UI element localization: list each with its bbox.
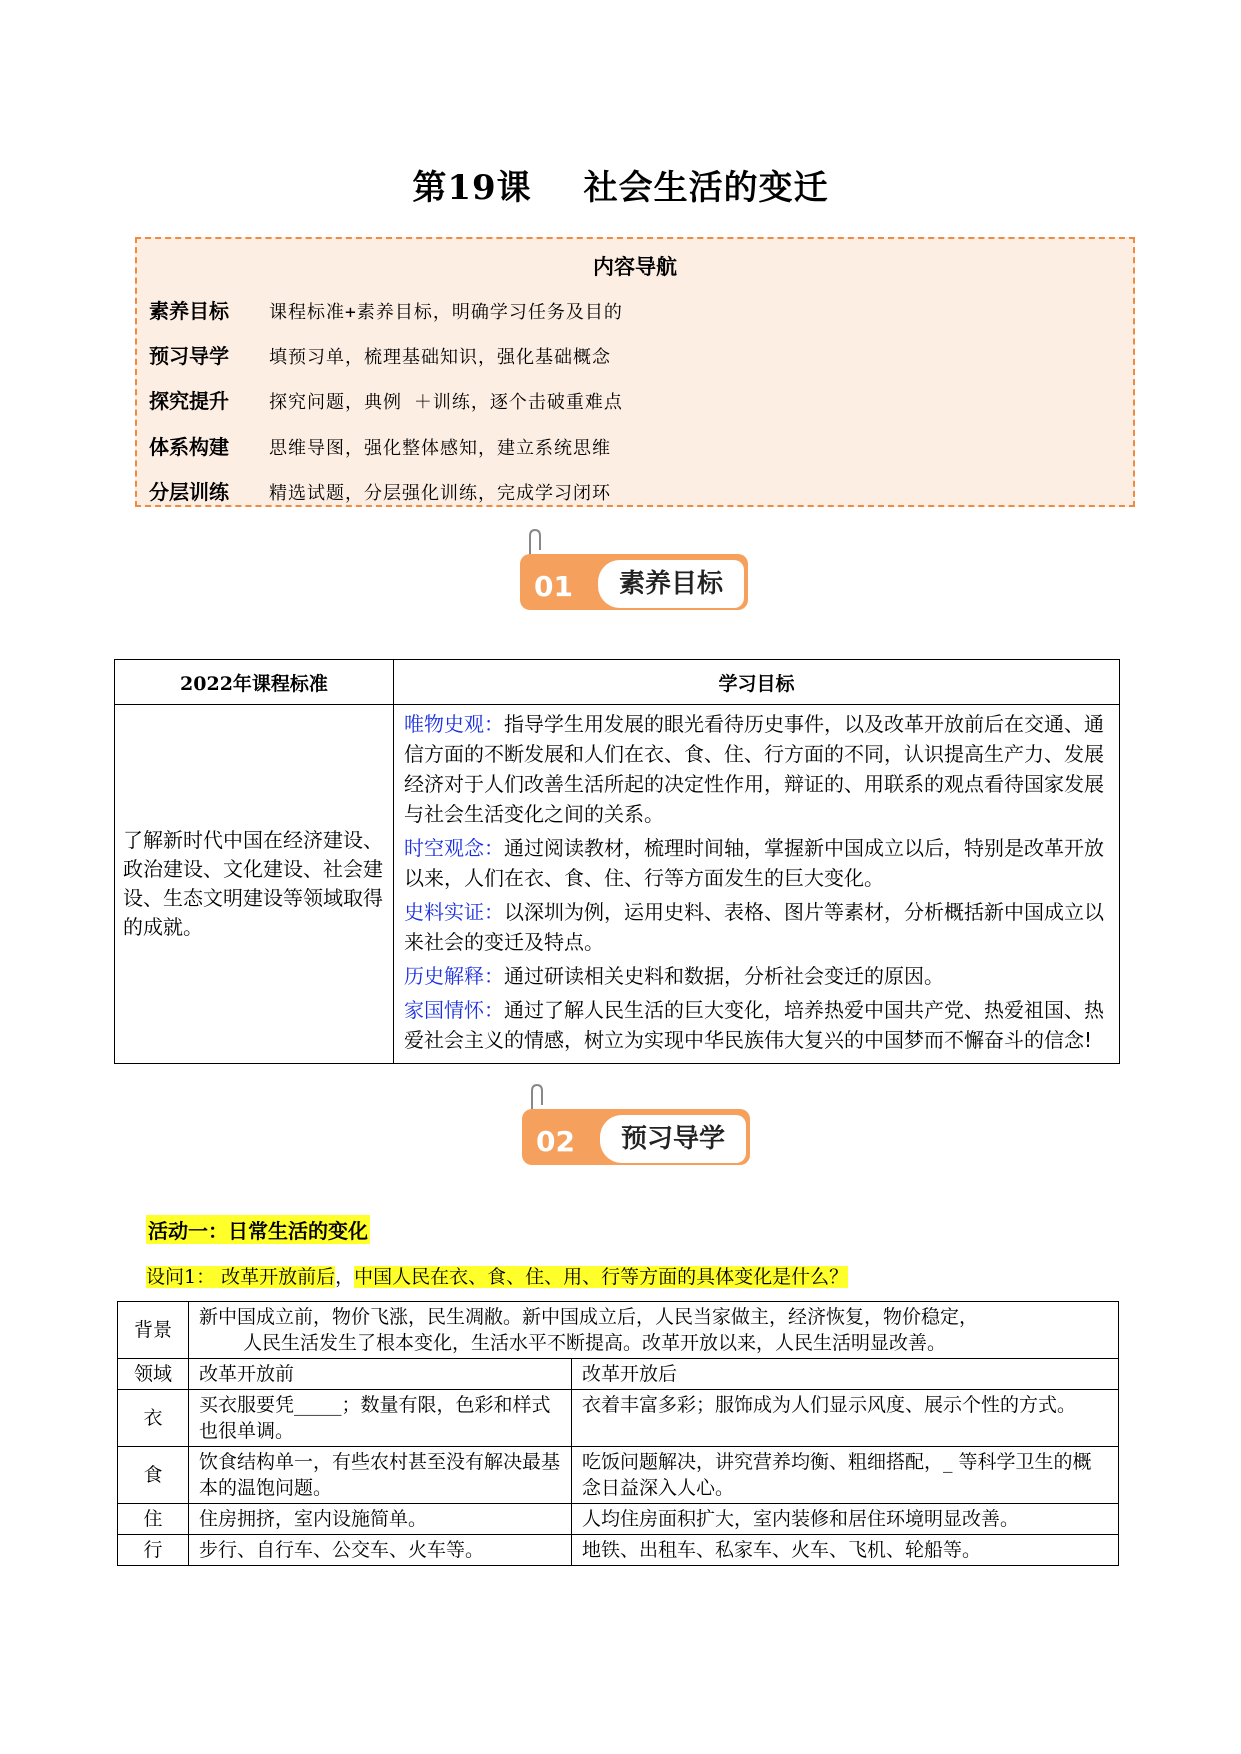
- nav-value: 探究问题，典例 ＋训练，逐个击破重难点: [269, 392, 623, 413]
- table-header-row: [118, 1359, 1119, 1390]
- objective-text: 通过研读相关史料和数据，分析社会变迁的原因。: [504, 964, 944, 988]
- nav-row: [149, 476, 611, 505]
- nav-value: 精选试题，分层强化训练，完成学习闭环: [269, 483, 611, 504]
- after-cell: 人均住房面积扩大，室内装修和居住环境明显改善。: [572, 1504, 1119, 1535]
- nav-key: 体系构建: [149, 435, 229, 459]
- badge-label: 素养目标: [598, 560, 744, 608]
- objective-text: 以深圳为例，运用史料、表格、图片等素材，分析概括新中国成立以来社会的变迁及特点。: [404, 900, 1104, 954]
- before-header: 改革开放前: [189, 1359, 572, 1390]
- badge-pill: [522, 1109, 750, 1165]
- nav-heading: 内容导航: [593, 255, 677, 279]
- objectives-table: [114, 659, 1120, 1064]
- nav-key: 探究提升: [149, 389, 229, 413]
- section-badge-01: [520, 540, 750, 610]
- before-cell: 步行、自行车、公交车、火车等。: [189, 1535, 572, 1566]
- nav-key: 素养目标: [149, 299, 229, 323]
- nav-key: 分层训练: [149, 480, 229, 504]
- table-row: [118, 1504, 1119, 1535]
- objective-text: 指导学生用发展的眼光看待历史事件，以及改革开放前后在交通、通信方面的不断发展和人们在衣、食、住、行方面的不同，认识提高生产力、发展经济对于人们改善生活所起的决定性作用，辩证的、用联系的观点看待国家发展与社会生活变化之间的关系。: [404, 712, 1104, 826]
- before-cell: 饮食结构单一，有些农村甚至没有解决最基本的温饱问题。: [189, 1447, 572, 1504]
- objective-item: [404, 833, 1109, 893]
- nav-row: [149, 295, 623, 324]
- background-line: 人民生活发生了根本变化，生活水平不断提高。改革开放以来，人民生活明显改善。: [243, 1332, 947, 1354]
- background-text: [189, 1302, 1119, 1359]
- before-cell: 住房拥挤，室内设施简单。: [189, 1504, 572, 1535]
- table-row: [115, 705, 1120, 1064]
- table-row: [118, 1535, 1119, 1566]
- badge-number: 02: [536, 1125, 575, 1158]
- table-row: [118, 1302, 1119, 1359]
- nav-row: [149, 340, 611, 369]
- objective-item: [404, 961, 1109, 991]
- page-title: [0, 160, 1241, 209]
- after-header: 改革开放后: [572, 1359, 1119, 1390]
- nav-value: 填预习单，梳理基础知识，强化基础概念: [269, 347, 611, 368]
- content-navigation-box: [135, 237, 1135, 507]
- table-header: 学习目标: [394, 660, 1120, 705]
- objective-text: 通过阅读教材，梳理时间轴，掌握新中国成立以后，特别是改革开放以来，人们在衣、食、住、行等方面发生的巨大变化。: [404, 836, 1104, 890]
- daily-life-table: [117, 1301, 1119, 1566]
- activity-title: 活动一：日常生活的变化: [146, 1215, 370, 1244]
- after-cell: 地铁、出租车、私家车、火车、飞机、轮船等。: [572, 1535, 1119, 1566]
- nav-value: 课程标准+素养目标，明确学习任务及目的: [269, 302, 623, 323]
- after-cell: 衣着丰富多彩；服饰成为人们显示风度、展示个性的方式。: [572, 1390, 1119, 1447]
- table-header-row: [115, 660, 1120, 705]
- field-cell: 住: [118, 1504, 189, 1535]
- lesson-number: 第19课: [412, 168, 532, 208]
- background-label: 背景: [118, 1302, 189, 1359]
- objective-item: [404, 995, 1109, 1055]
- table-row: [118, 1447, 1119, 1504]
- field-cell: 食: [118, 1447, 189, 1504]
- question-part: 中国人民在衣、食、住、用、行等方面的具体变化是什么？: [354, 1266, 849, 1288]
- badge-number: 01: [534, 570, 573, 603]
- nav-row: [149, 385, 623, 414]
- lesson-name: 社会生活的变迁: [583, 168, 829, 208]
- curriculum-standard: 了解新时代中国在经济建设、政治建设、文化建设、社会建设、生态文明建设等领域取得的成就。: [115, 705, 394, 1064]
- before-cell: 买衣服要凭_____；数量有限，色彩和样式也很单调。: [189, 1390, 572, 1447]
- field-header: 领域: [118, 1359, 189, 1390]
- background-line: 新中国成立前，物价飞涨，民生凋敝。新中国成立后，人民当家做主，经济恢复，物价稳定，: [199, 1306, 979, 1328]
- objective-tag: 历史解释：: [404, 964, 504, 988]
- objective-text: 通过了解人民生活的巨大变化，培养热爱中国共产党、热爱祖国、热爱社会主义的情感，树立为实现中华民族伟大复兴的中国梦而不懈奋斗的信念!: [404, 998, 1104, 1052]
- table-row: [118, 1390, 1119, 1447]
- nav-row: [149, 431, 611, 460]
- objective-tag: 史料实证：: [404, 900, 504, 924]
- nav-value: 思维导图，强化整体感知，建立系统思维: [269, 438, 611, 459]
- objective-tag: 时空观念：: [404, 836, 504, 860]
- objective-item: [404, 709, 1109, 829]
- objective-tag: 家国情怀：: [404, 998, 504, 1022]
- objective-item: [404, 897, 1109, 957]
- question-part: 设问1： 改革开放前后: [146, 1266, 336, 1288]
- badge-pill: [520, 554, 748, 610]
- learning-objectives: [394, 705, 1120, 1064]
- objective-tag: 唯物史观：: [404, 712, 504, 736]
- field-cell: 行: [118, 1535, 189, 1566]
- question-line: [146, 1262, 848, 1289]
- after-cell: 吃饭问题解决，讲究营养均衡、粗细搭配，_ 等科学卫生的概念日益深入人心。: [572, 1447, 1119, 1504]
- table-header: 2022年课程标准: [115, 660, 394, 705]
- badge-label: 预习导学: [600, 1115, 746, 1163]
- nav-key: 预习导学: [149, 344, 229, 368]
- question-comma: ，: [335, 1266, 355, 1288]
- field-cell: 衣: [118, 1390, 189, 1447]
- section-badge-02: [522, 1095, 752, 1165]
